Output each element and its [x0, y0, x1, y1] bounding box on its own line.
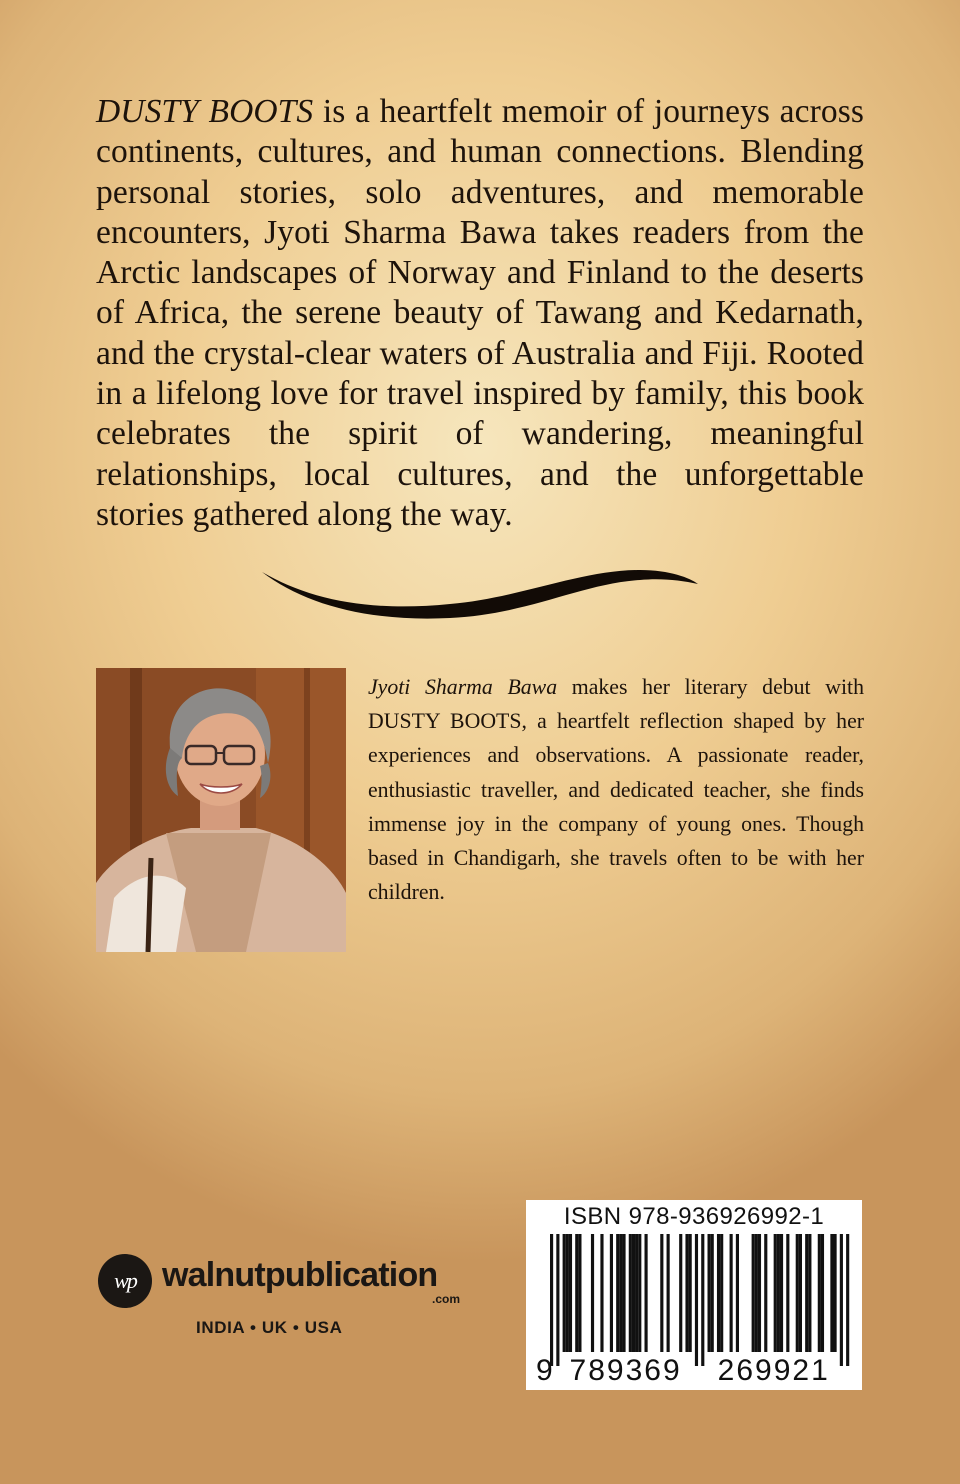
barcode-bar — [834, 1234, 837, 1352]
barcode-bar — [758, 1234, 761, 1352]
barcode-bar — [755, 1234, 758, 1352]
barcode-bar — [600, 1234, 603, 1352]
barcode-bar — [730, 1234, 733, 1352]
book-blurb — [96, 92, 864, 535]
barcode-bar — [717, 1234, 720, 1352]
author-bio — [368, 670, 864, 909]
barcode-bar — [556, 1234, 559, 1366]
barcode-bar — [550, 1234, 553, 1366]
barcode-bar — [711, 1234, 714, 1352]
barcode-bar — [701, 1234, 704, 1366]
barcode-bar — [616, 1234, 619, 1352]
barcode-bar — [566, 1234, 569, 1352]
barcode-bar — [764, 1234, 767, 1352]
barcode-bar — [645, 1234, 648, 1352]
publisher-logo — [98, 1250, 478, 1370]
blurb-book-title: DUSTY BOOTS — [96, 93, 314, 130]
barcode-bar — [786, 1234, 789, 1352]
barcode-bar — [578, 1234, 581, 1352]
author-bio-text: makes her literary debut with DUSTY BOOTS, a heartfelt reflection shaped by her experiences and observations. A passionate reader, enthusiastic traveller, and dedicated teacher, she finds immense joy in the company of young ones. Though based in Chandigarh, she travels often to be with her children. — [368, 675, 864, 905]
barcode-digits: 269921 — [717, 1354, 830, 1386]
barcode-bar — [563, 1234, 566, 1352]
barcode-bar — [799, 1234, 802, 1352]
barcode-bar — [808, 1234, 811, 1352]
barcode-bar — [796, 1234, 799, 1352]
barcode-bar — [830, 1234, 833, 1352]
barcode-bar — [569, 1234, 572, 1352]
barcode-bar — [846, 1234, 849, 1366]
barcode-bar — [660, 1234, 663, 1352]
barcode-bar — [840, 1234, 843, 1366]
barcode-bar — [805, 1234, 808, 1352]
publisher-domain-suffix: .com — [432, 1292, 461, 1306]
barcode-bar — [774, 1234, 777, 1352]
publisher-logo-mark: wp — [98, 1254, 152, 1308]
barcode-bar — [632, 1234, 635, 1352]
barcode-digits: 789369 — [569, 1354, 682, 1386]
isbn-barcode — [526, 1200, 862, 1390]
barcode-bar — [619, 1234, 622, 1352]
barcode-bar — [821, 1234, 824, 1352]
barcode-bar — [591, 1234, 594, 1352]
barcode-bar — [685, 1234, 688, 1352]
barcode-bar — [736, 1234, 739, 1352]
barcode-bar — [667, 1234, 670, 1352]
barcode-bar — [752, 1234, 755, 1352]
barcode-bar — [720, 1234, 723, 1352]
barcode-graphic — [526, 1232, 862, 1386]
barcode-bar — [818, 1234, 821, 1352]
barcode-bar — [689, 1234, 692, 1352]
publisher-regions: INDIA • UK • USA — [196, 1318, 343, 1337]
barcode-bar — [638, 1234, 641, 1352]
barcode-bar — [622, 1234, 625, 1352]
barcode-bar — [679, 1234, 682, 1352]
barcode-bar — [780, 1234, 783, 1352]
barcode-digits: 9 — [536, 1354, 553, 1386]
decorative-swash — [260, 560, 700, 624]
barcode-bar — [610, 1234, 613, 1352]
author-photo — [96, 668, 346, 952]
barcode-bar — [629, 1234, 632, 1352]
isbn-label: ISBN 978-936926992-1 — [563, 1203, 825, 1230]
barcode-bar — [708, 1234, 711, 1352]
barcode-bar — [635, 1234, 638, 1352]
author-name: Jyoti Sharma Bawa — [368, 675, 558, 699]
barcode-bar — [695, 1234, 698, 1366]
publisher-name: walnutpublication — [162, 1256, 438, 1294]
barcode-bar — [777, 1234, 780, 1352]
blurb-text: is a heartfelt memoir of journeys across continents, cultures, and human connections. Blending personal stories, solo adventures, and memorable encounters, Jyoti Sharma Bawa takes readers from the Arctic landscapes of Norway and Finland to the deserts of Africa, the serene beauty of Tawang and Kedarnath, and the crystal-clear waters of Australia and Fiji. Rooted in a lifelong love for travel inspired by family, this book celebrates the spirit of wandering, meaningful relationships, local cultures, and the unforgettable stories gathered along the way. — [96, 93, 864, 533]
barcode-bar — [575, 1234, 578, 1352]
